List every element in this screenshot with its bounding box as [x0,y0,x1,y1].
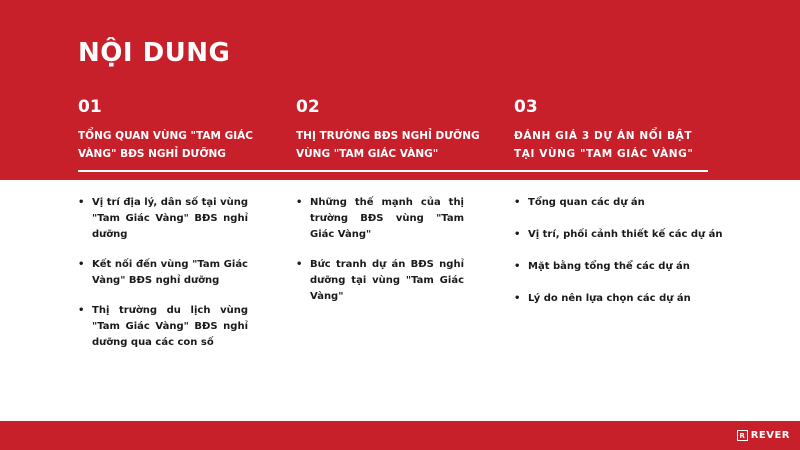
section-list-3 [514,195,724,307]
section-number-1: 01 [78,97,102,117]
list-item: • Kết nối đến vùng "Tam Giác Vàng" BĐS nghỉ dưỡng [78,257,248,289]
list-item: • Vị trí địa lý, dân số tại vùng "Tam Giác Vàng" BĐS nghỉ dưỡng [78,195,248,243]
list-item: • Thị trường du lịch vùng "Tam Giác Vàng" BĐS nghỉ dưỡng qua các con số [78,303,248,351]
list-item: • Vị trí, phối cảnh thiết kế các dự án [514,227,724,243]
brand-logo-text: REVER [750,430,790,441]
brand-logo [737,429,790,442]
list-item: • Những thế mạnh của thị trường BĐS vùng "Tam Giác Vàng" [296,195,464,243]
section-number-3: 03 [514,97,538,117]
section-list-2 [296,195,464,305]
footer-band [0,421,800,450]
section-number-2: 02 [296,97,320,117]
list-item: • Lý do nên lựa chọn các dự án [514,291,724,307]
list-item: • Tổng quan các dự án [514,195,724,211]
rever-logo-icon: R [737,430,748,441]
list-item: • Bức tranh dự án BĐS nghỉ dưỡng tại vùng "Tam Giác Vàng" [296,257,464,305]
list-item: • Mặt bằng tổng thể các dự án [514,259,724,275]
section-heading-1: TỔNG QUAN VÙNG "TAM GIÁC VÀNG" BĐS NGHỈ DƯỠNG [78,130,253,160]
section-list-1 [78,195,248,351]
section-heading-3: ĐÁNH GIÁ 3 DỰ ÁN NỔI BẬT TẠI VÙNG "TAM GIÁC VÀNG" [514,130,694,160]
section-heading-2: THỊ TRƯỜNG BĐS NGHỈ DƯỠNG VÙNG "TAM GIÁC VÀNG" [296,130,480,160]
page-title: NỘI DUNG [78,38,231,68]
header-divider [78,170,708,172]
